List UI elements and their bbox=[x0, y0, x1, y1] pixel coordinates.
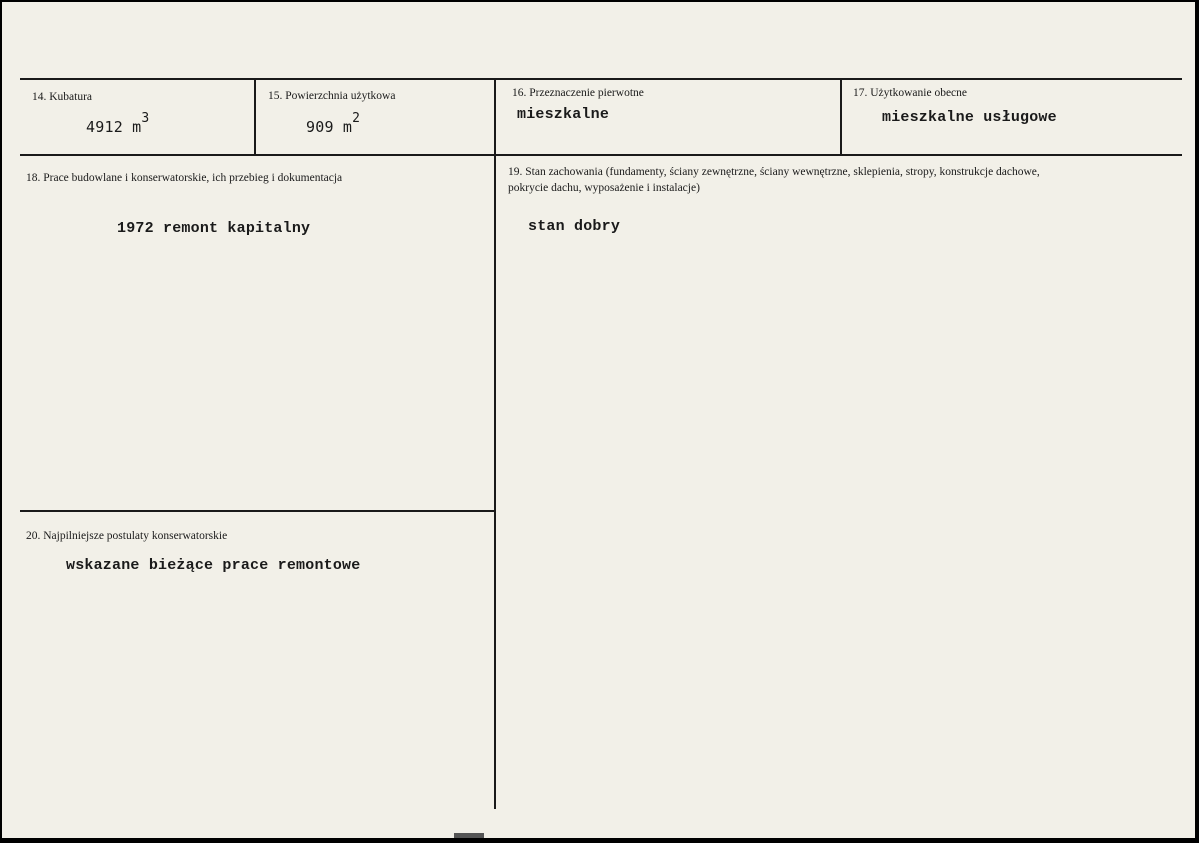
field15-label: 15. Powierzchnia użytkowa bbox=[268, 90, 396, 102]
field19-value: stan dobry bbox=[528, 218, 621, 235]
field18-value: 1972 remont kapitalny bbox=[117, 220, 311, 237]
field15-value bbox=[306, 111, 361, 136]
form-sheet bbox=[2, 2, 1195, 838]
field14-value-exponent: 3 bbox=[141, 111, 150, 126]
top-rule bbox=[20, 78, 1182, 80]
field14-label: 14. Kubatura bbox=[32, 91, 93, 103]
divider-16-17 bbox=[840, 79, 842, 155]
field19-label: 19. Stan zachowania (fundamenty, ściany zewnętrzne, ściany wewnętrzne, sklepienia, stropy, konstrukcje dachowe, pokrycie dachu, wyposażenie i instalacje) bbox=[508, 166, 1040, 194]
bottom-edge-mark bbox=[454, 833, 484, 838]
field18-label: 18. Prace budowlane i konserwatorskie, ich przebieg i dokumentacja bbox=[26, 172, 343, 184]
field17-label: 17. Użytkowanie obecne bbox=[853, 87, 968, 99]
field20-label: 20. Najpilniejsze postulaty konserwatorskie bbox=[26, 530, 228, 542]
field15-value-exponent: 2 bbox=[352, 111, 361, 126]
field15-value-text: 909 m bbox=[306, 118, 353, 136]
field14-value-text: 4912 m bbox=[86, 118, 142, 136]
divider-14-15 bbox=[254, 79, 256, 155]
row1-bottom-rule bbox=[20, 154, 1182, 156]
divider-15-16 bbox=[494, 79, 496, 809]
field14-value bbox=[86, 111, 150, 136]
field20-value: wskazane bieżące prace remontowe bbox=[66, 557, 361, 574]
field17-value: mieszkalne usługowe bbox=[882, 109, 1057, 126]
field16-label: 16. Przeznaczenie pierwotne bbox=[512, 87, 644, 99]
field20-top-rule bbox=[20, 510, 494, 512]
field16-value: mieszkalne bbox=[517, 106, 610, 123]
